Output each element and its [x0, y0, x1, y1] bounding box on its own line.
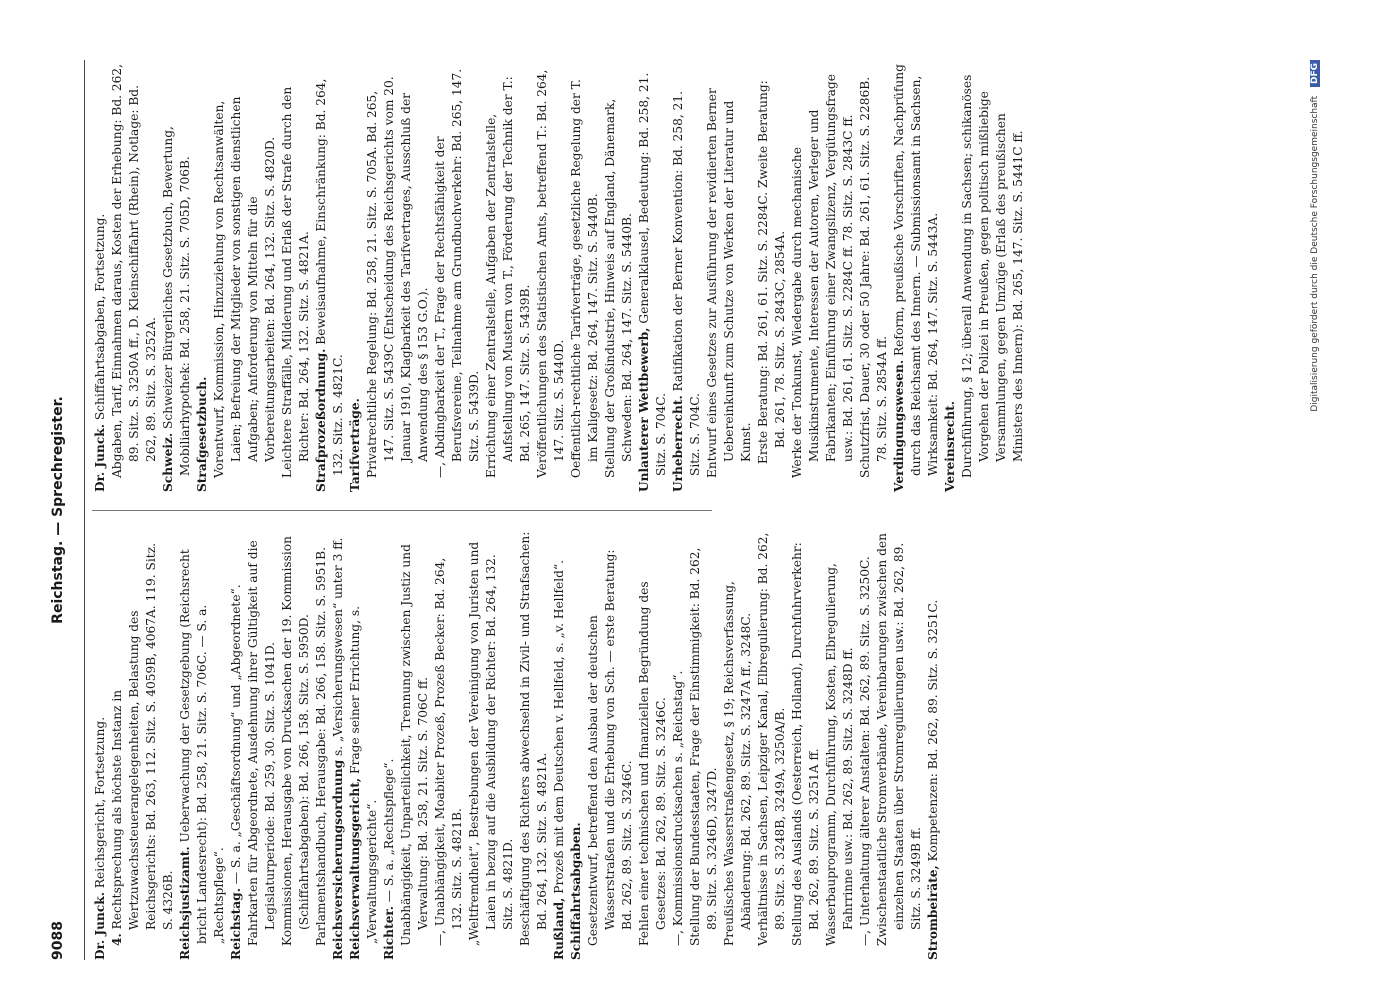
entry-heading: Strafgesetzbuch. — [195, 376, 209, 492]
entry-text: Stellung der Großindustrie, Hinweis auf England, Dänemark, Schweden: Bd. 264, 147. Sitz. S. 5440B. — [603, 98, 634, 478]
column-divider — [92, 510, 712, 511]
index-entry — [211, 62, 279, 478]
entry-heading: 4. — [110, 933, 124, 946]
index-entry — [551, 530, 568, 960]
entry-text: Fahrkarten für Abgeordnete, Ausdehnung ihrer Gültigkeit auf die Legislaturperiode: Bd. 259, 30. Sitz. S. 1041D. — [246, 540, 277, 946]
index-entry — [432, 530, 466, 946]
entry-heading: Schweiz. — [161, 432, 175, 492]
index-entry — [755, 530, 789, 946]
index-entry — [636, 530, 670, 946]
index-entry — [925, 530, 942, 960]
entry-heading: Verdingungswesen. — [892, 359, 906, 492]
index-entry — [279, 530, 313, 946]
entry-heading: Rußland, — [552, 897, 566, 960]
rotated-page — [40, 60, 1340, 960]
index-entry — [177, 530, 228, 960]
digitization-credit — [1310, 60, 1320, 960]
entry-heading: Strafprozeßordnung. — [314, 348, 328, 492]
entry-text: Kompetenzen: Bd. 262, 89. Sitz. S. 3251C. — [926, 599, 940, 866]
index-entry — [568, 530, 585, 960]
index-entry — [364, 62, 432, 478]
entry-text: Privatrechtliche Regelung: Bd. 258, 21. Sitz. S. 705A. Bd. 265, 147. Sitz. S. 5439C (Entscheidung des Reichsgerichts vom 20. Januar 1910, Klagbarkeit des Tarifvertrages, Ausschluß der Anwendung des § 153 G.O.). — [365, 76, 430, 478]
entry-text: Generalklausel, Bedeutung: Bd. 258, 21. Sitz. S. 704C. — [637, 72, 668, 476]
index-entry — [483, 62, 534, 478]
entry-text: Schiffahrtsabgaben, Fortsetzung. — [93, 213, 107, 425]
entry-text: Preußisches Wasserstraßengesetz, § 19; Reichsverfassung, Abänderung: Bd. 262, 89. Sitz. S. 3247A ff., 3248C. — [722, 581, 753, 946]
entry-text: Werke der Tonkunst, Wiedergabe durch mechanische Musikinstrumente, Interessen der Autoren, Verleger und Fabrikanten; Einführung einer Zwangslizenz, Vergütungsfrage usw.: Bd. 261, 61. Sitz. S. 2284C ff. 78. Sitz. S. 2843C ff. — [790, 74, 855, 478]
index-entry — [704, 62, 755, 478]
entry-text: Stellung des Auslands (Oesterreich, Holland), Durchfuhrverkehr: Bd. 262, 89. Sitz. S. 3251A ff. — [790, 542, 821, 946]
entry-heading: Unlauterer Wettbewerb, — [637, 327, 651, 492]
index-entry — [942, 62, 959, 492]
entry-text: Veröffentlichungen des Statistischen Amts, betreffend T.: Bd. 264, 147. Sitz. S. 5440D. — [535, 69, 566, 478]
page-number: 9088 — [50, 921, 66, 960]
entry-text: Abgaben, Tarif, Einnahmen daraus, Kosten der Erhebung: Bd. 262, 89. Sitz. S. 3250A ff., D. Kleinschiffahrt (Rhein), Notlage: Bd. 262, 89. Sitz. S. 3252A. — [110, 63, 158, 478]
entry-text: „Weltfremdheit“, Bestrebungen der Vereinigung von Juristen und Laien in bezug auf die Ausbildung der Richter: Bd. 264, 132. Sitz. S. 4821D. — [467, 541, 515, 946]
credit-text: Digitalisierung gefördert durch die Deutsche Forschungsgemeinschaft — [1310, 95, 1320, 412]
entry-text: Ueberwachung der Gesetzgebung (Reichsrecht bricht Landesrecht): Bd. 258, 21. Sitz. S. 706C. — S. a. „Rechtspflege“. — [178, 549, 226, 944]
index-entry — [313, 530, 330, 946]
index-entry — [92, 530, 109, 960]
index-entry — [92, 62, 109, 492]
index-entry — [109, 530, 177, 946]
page-header — [40, 60, 80, 960]
index-entry — [381, 530, 398, 960]
entry-heading: Schiffahrtsabgaben. — [569, 822, 583, 960]
index-entry — [398, 530, 432, 946]
entry-text: —, Unterhaltung älterer Anstalten: Bd. 262, 89. Sitz. S. 3250C. — [858, 556, 872, 946]
entry-heading: Vereinsrecht. — [943, 401, 957, 492]
index-entry — [160, 62, 194, 492]
entry-text: — S. a. „Geschäftsordnung“ und „Abgeordnete“. — [229, 584, 243, 889]
entry-text: Frage seiner Errichtung, s. „Verwaltungsgerichte“. — [348, 606, 379, 944]
entry-text: —, Unabhängigkeit, Moabiter Prozeß, Prozeß Becker: Bd. 264, 132. Sitz. S. 4821B. — [433, 557, 464, 946]
entry-text: s. „Versicherungswesen“ unter 3 ff. — [331, 537, 345, 760]
index-entry — [517, 530, 551, 946]
entry-heading: Reichstag. — [229, 888, 243, 960]
dfg-logo: DFG — [1310, 60, 1320, 87]
entry-heading: Strombeiräte, — [926, 865, 940, 960]
index-entry — [755, 62, 789, 464]
index-entry — [330, 530, 347, 960]
entry-text: Prozeß mit dem Deutschen v. Hellfeld, s. „v. Hellfeld“. — [552, 559, 566, 898]
index-entry — [857, 62, 891, 478]
index-entry — [874, 530, 925, 946]
index-entry — [245, 530, 279, 946]
entry-text: Fehlen einer technischen und finanziellen Begründung des Gesetzes: Bd. 262, 89. Sitz. S. 3246C. — [637, 581, 668, 946]
entry-heading: Reichsjustizamt. — [178, 846, 192, 960]
index-entry — [789, 62, 857, 478]
entry-text: Kommissionen, Herausgabe von Drucksachen der 19. Kommission (Schiffahrtsabgaben): Bd. 266, 158. Sitz. S. 5950D. — [280, 536, 311, 946]
entry-text: Ratifikation der Berner Konvention: Bd. 258, 21. Sitz. S. 704C. — [671, 91, 702, 476]
index-entry — [534, 62, 568, 478]
index-entry — [721, 530, 755, 946]
index-entry — [670, 530, 687, 946]
index-entry — [347, 62, 364, 492]
index-entry — [568, 62, 602, 478]
entry-heading: Tarifverträge. — [348, 398, 362, 492]
index-entry — [432, 62, 483, 478]
entry-text: — S. a. „Rechtspflege“. — [382, 758, 396, 907]
entry-text: Verhältnisse in Sachsen, Leipziger Kanal, Elbregulierung: Bd. 262, 89. Sitz. S. 3248B, 3249A, 3250A/B. — [756, 532, 787, 946]
entry-text: Errichtung einer Zentralstelle, Aufgaben der Zentralstelle, Aufstellung von Mustern von T., Förderung der Technik der T.: Bd. 265, 147. Sitz. S. 5439B. — [484, 76, 532, 478]
entry-text: Rechtsprechung als höchste Instanz in Wertzuwachssteuerangelegenheiten, Belastung des Reichsgerichts: Bd. 263, 112. Sitz. S. 4059B, 4067A. 119. Sitz. S. 4326B. — [110, 542, 175, 934]
entry-heading: Dr. Junck. — [93, 892, 107, 960]
index-entry — [687, 530, 721, 946]
entry-text: Vorentwurf, Kommission, Hinzuziehung von Rechtsanwälten, Laien; Befreiung der Mitglieder von sonstigen dienstlichen Aufgaben; Anforderung von Mitteln für die Vorbereitungsarbeiten: Bd. 264, 132. Sitz. S. 4820D. — [212, 96, 277, 478]
index-entry — [109, 62, 160, 478]
entry-text: Wasserbauprogramm, Durchführung, Kosten, Elbregulierung, Fahrrinne usw.: Bd. 262, 89. Sitz. S. 3248D ff. — [824, 563, 855, 946]
entry-text: —, Abdingbarkeit der T., Frage der Rechtsfähigkeit der Berufsvereine, Teilnahme am Grundbuchverkehr: Bd. 265, 147. Sitz. S. 5439D. — [433, 68, 481, 478]
running-head: Reichstag. — Sprechregister. — [50, 396, 66, 624]
entry-text: Leichtere Straffälle, Milderung und Erlaß der Strafe durch den Richter: Bd. 264, 132. Sitz. S. 4821A. — [280, 86, 311, 478]
entry-text: Zwischenstaatliche Stromverbände, Vereinbarungen zwischen den einzelnen Staaten über Stromregulierungen usw.: Bd. 262, 89. Sitz. S. 3249B ff. — [875, 533, 923, 946]
entry-heading: Dr. Junck. — [93, 424, 107, 492]
index-entry — [636, 62, 670, 492]
entry-heading: Richter. — [382, 906, 396, 960]
index-entry — [466, 530, 517, 946]
entry-text: Schweizer Bürgerliches Gesetzbuch, Bewertung, Mobiliarhypothek: Bd. 258, 21. Sitz. S. 705D, 706B. — [161, 126, 192, 476]
entry-text: Beschäftigung des Richters abwechselnd in Zivil- und Strafsachen: Bd. 264, 132. Sitz. S. 4821A. — [518, 531, 549, 946]
index-entry — [279, 62, 313, 478]
header-rule — [84, 60, 85, 960]
entry-text: Schutzfrist, Dauer, 30 oder 50 Jahre: Bd. 261, 61. Sitz. S. 2286B. 78. Sitz. S. 2854A ff. — [858, 76, 889, 478]
entry-text: Oeffentlich-rechtliche Tarifverträge, gesetzliche Regelung der T. im Kaligesetz: Bd. 264, 147. Sitz. S. 5440B. — [569, 79, 600, 478]
entry-text: Erste Beratung: Bd. 261, 61. Sitz. S. 2284C. Zweite Beratung: Bd. 261, 78. Sitz. S. 2843C, 2854A. — [756, 80, 787, 464]
index-entry — [347, 530, 381, 960]
left-column — [92, 530, 942, 960]
entry-text: Stellung der Bundesstaaten, Frage der Einstimmigkeit: Bd. 262, 89. Sitz. S. 3246D, 3247D. — [688, 547, 719, 946]
entry-text: Entwurf eines Gesetzes zur Ausführung der revidierten Berner Uebereinkunft zum Schutze von Werken der Literatur und Kunst. — [705, 88, 753, 478]
index-entry — [602, 62, 636, 478]
index-entry — [313, 62, 347, 492]
index-entry — [670, 62, 704, 492]
entry-heading: Reichsversicherungsordnung — [331, 759, 345, 960]
index-entry — [585, 530, 636, 946]
index-entry — [823, 530, 857, 946]
index-entry — [789, 530, 823, 946]
index-entry — [959, 62, 1027, 478]
index-entry — [194, 62, 211, 492]
entry-text: Reform, preußische Vorschriften, Nachprüfung durch das Reichsamt des Innern. — Submissionsamt in Sachsen, Wirksamkeit: Bd. 264, 147. Sitz. S. 5443A. — [892, 64, 940, 476]
right-column — [92, 62, 1027, 492]
entry-text: Unabhängigkeit, Unparteilichkeit, Trennung zwischen Justiz und Verwaltung: Bd. 258, 21. Sitz. S. 706C ff. — [399, 544, 430, 946]
index-entry — [891, 62, 942, 492]
entry-text: Beweisaufnahme, Einschränkung: Bd. 264, 132. Sitz. S. 4821C. — [314, 78, 345, 476]
entry-text: —, Kommissionsdrucksachen s. „Reichstag“. — [671, 670, 685, 946]
index-entry — [228, 530, 245, 960]
index-entry — [857, 530, 874, 946]
entry-heading: Reichsverwaltungsgericht, — [348, 777, 362, 960]
entry-text: Gesetzentwurf, betreffend den Ausbau der deutschen Wasserstraßen und die Erhebung von Sch. — erste Beratung: Bd. 262, 89. Sitz. S. 3246C. — [586, 549, 634, 946]
entry-heading: Urheberrecht. — [671, 395, 685, 492]
entry-text: Durchführung, § 12; überall Anwendung in Sachsen; schikanöses Vorgehen der Polizei in Preußen, gegen politisch mißliebige Versammlungen, gegen Umzüge (Erlaß des preußischen Ministers des Innern): Bd. 265, 147. Sitz. S. 5441C ff. — [960, 74, 1025, 478]
entry-text: Parlamentshandbuch, Herausgabe: Bd. 266, 158. Sitz. S. 5951B. — [314, 547, 328, 946]
entry-text: Reichsgericht, Fortsetzung. — [93, 716, 107, 893]
